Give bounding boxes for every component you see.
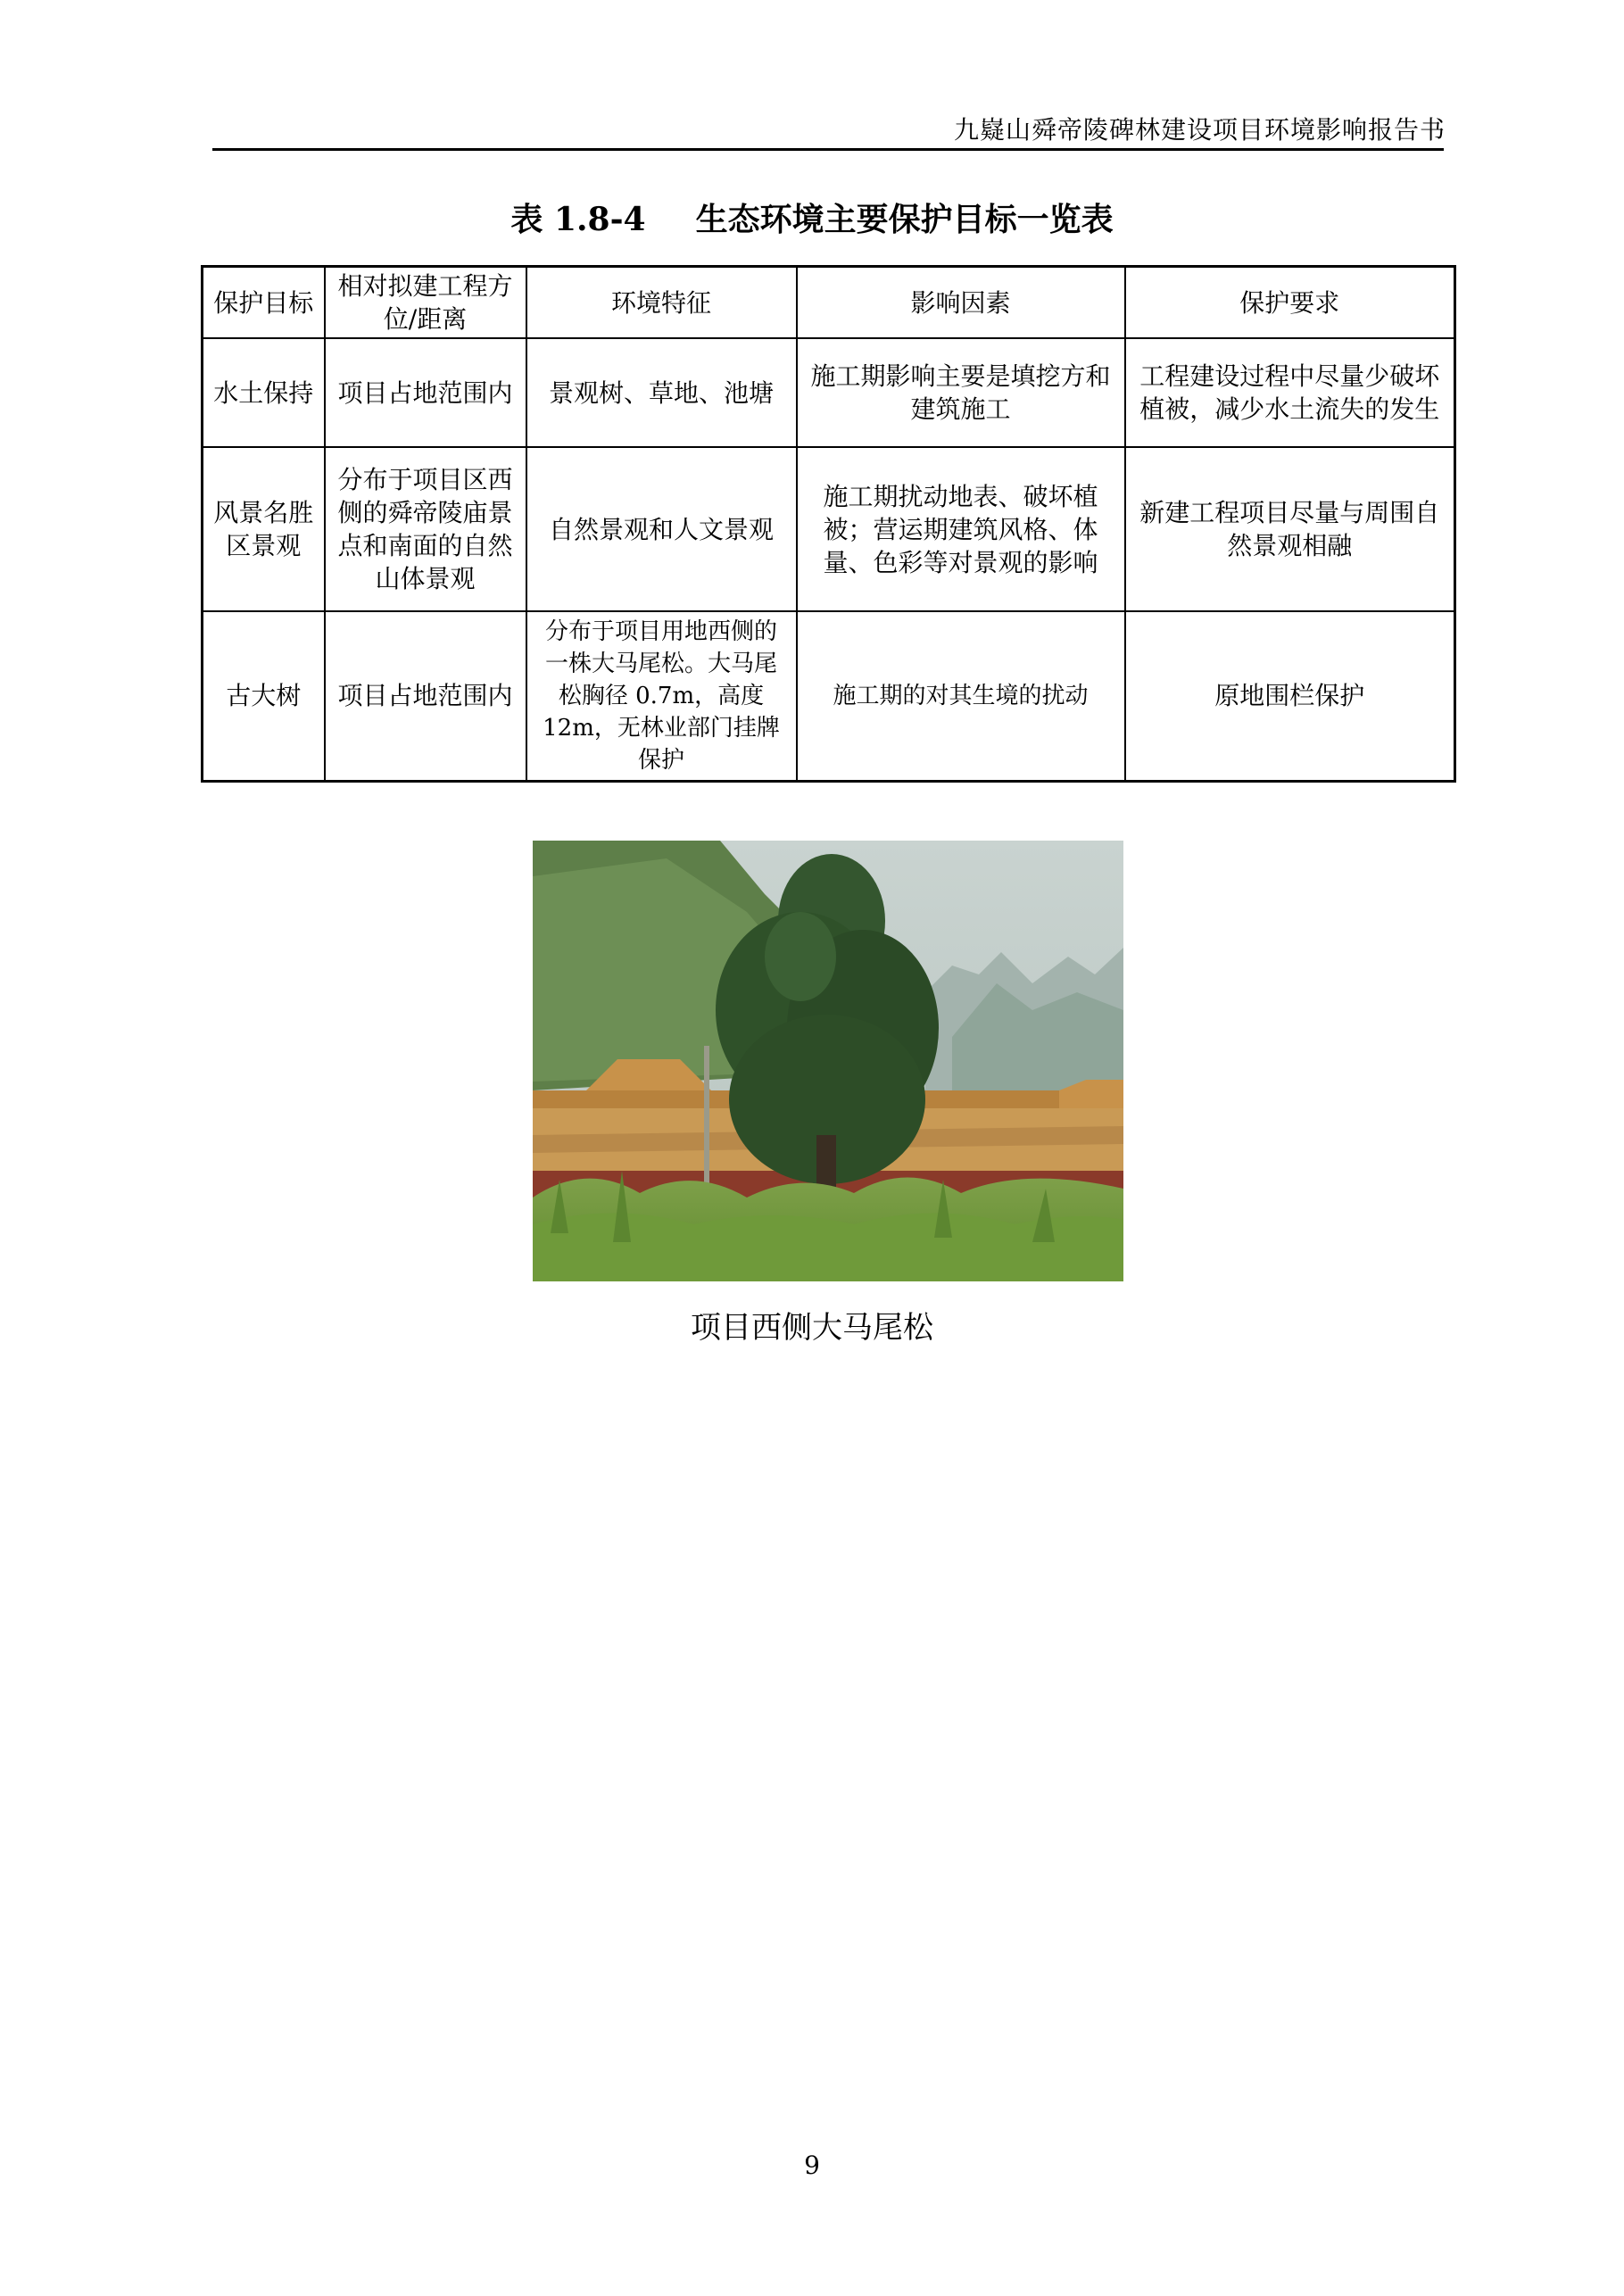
pine-tree-photo-illustration	[533, 841, 1123, 1281]
table-row	[203, 447, 1455, 611]
table-cell: 分布于项目用地西侧的一株大马尾松。大马尾松胸径 0.7m，高度 12m，无林业部门挂牌保护	[526, 611, 797, 781]
table-header-row	[203, 267, 1455, 339]
header-cell: 相对拟建工程方位/距离	[325, 267, 526, 339]
table-cell: 景观树、草地、池塘	[526, 338, 797, 447]
protection-targets-table	[201, 265, 1456, 783]
header-cell: 保护目标	[203, 267, 325, 339]
table-cell: 分布于项目区西侧的舜帝陵庙景点和南面的自然山体景观	[325, 447, 526, 611]
table-caption	[0, 195, 1624, 240]
table-cell: 施工期扰动地表、破坏植被；营运期建筑风格、体量、色彩等对景观的影响	[797, 447, 1125, 611]
table-cell: 项目占地范围内	[325, 611, 526, 781]
table-cell: 风景名胜区景观	[203, 447, 325, 611]
table-row	[203, 611, 1455, 781]
header-cell: 影响因素	[797, 267, 1125, 339]
table-cell: 施工期影响主要是填挖方和建筑施工	[797, 338, 1125, 447]
header-title: 九嶷山舜帝陵碑林建设项目环境影响报告书	[953, 115, 1446, 145]
table-cell: 新建工程项目尽量与周围自然景观相融	[1125, 447, 1455, 611]
header-rule	[212, 148, 1444, 151]
table-cell: 古大树	[203, 611, 325, 781]
table-cell: 原地围栏保护	[1125, 611, 1455, 781]
table-caption-title: 生态环境主要保护目标一览表	[695, 201, 1114, 238]
table-caption-number: 表 1.8-4	[510, 201, 646, 238]
table-row	[203, 338, 1455, 447]
table-cell: 水土保持	[203, 338, 325, 447]
table-cell: 工程建设过程中尽量少破坏植被，减少水土流失的发生	[1125, 338, 1455, 447]
table-cell: 自然景观和人文景观	[526, 447, 797, 611]
photo-caption: 项目西侧大马尾松	[691, 1310, 933, 1346]
table-cell: 施工期的对其生境的扰动	[797, 611, 1125, 781]
header-cell: 保护要求	[1125, 267, 1455, 339]
pine-tree-photo	[533, 841, 1123, 1281]
page-number: 9	[804, 2151, 820, 2180]
header-cell: 环境特征	[526, 267, 797, 339]
table-cell: 项目占地范围内	[325, 338, 526, 447]
